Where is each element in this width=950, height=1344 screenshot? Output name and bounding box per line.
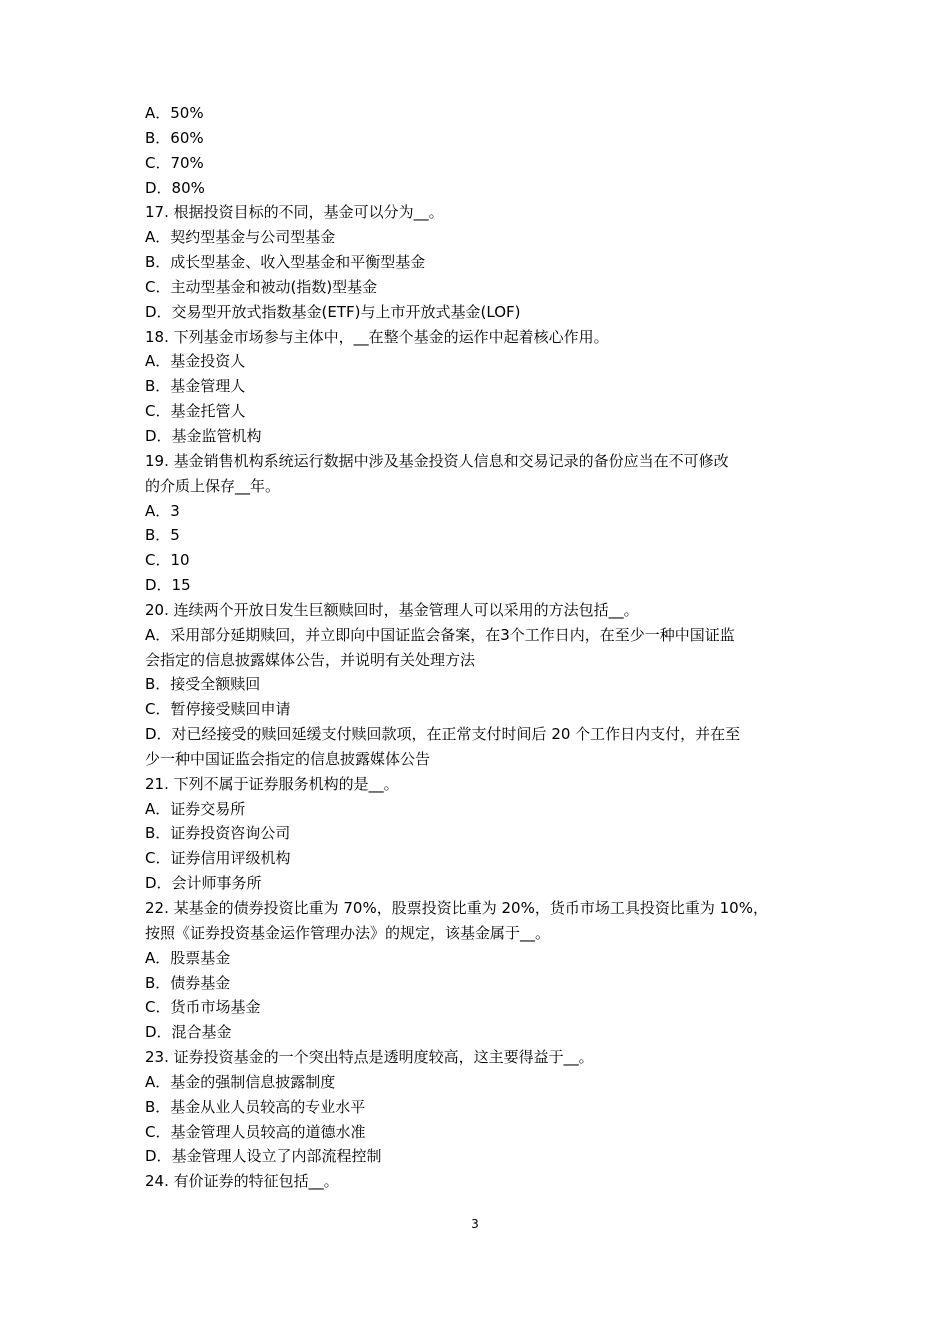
option-line: D．基金监管机构 [145,426,262,445]
question-22: 22. 某基金的债券投资比重为 70%，股票投资比重为 20%，货币市场工具投资比重为 10%， [145,899,768,917]
option-line: A．采用部分延期赎回，并立即向中国证监会备案，在3个工作日内，在至少一种中国证监 [145,625,735,644]
option-line: D．15 [145,576,191,595]
option-line: A．3 [145,501,180,520]
question-21: 21. 下列不属于证券服务机构的是__。 [145,774,399,793]
question-19-continued: 的介质上保存__年。 [145,476,281,495]
option-line: D．会计师事务所 [145,874,262,893]
option-line: A．50% [145,104,204,122]
option-line: B．5 [145,526,180,545]
question-18: 18. 下列基金市场参与主体中，__在整个基金的运作中起着核心作用。 [145,327,609,346]
option-line: A．基金的强制信息披露制度 [145,1072,336,1091]
option-line-continued: 会指定的信息披露媒体公告，并说明有关处理方法 [145,650,476,669]
option-line-continued: 少一种中国证监会指定的信息披露媒体公告 [145,749,431,768]
question-24: 24. 有价证券的特征包括__。 [145,1172,339,1191]
option-line: B．接受全额赎回 [145,675,261,694]
option-line: A．契约型基金与公司型基金 [145,228,336,247]
option-line: A．股票基金 [145,948,231,967]
option-line: C．主动型基金和被动(指数)型基金 [145,277,378,296]
option-line: C．10 [145,551,190,570]
option-line: D．80% [145,178,205,197]
option-line: B．成长型基金、收入型基金和平衡型基金 [145,253,426,272]
option-line: D．基金管理人设立了内部流程控制 [145,1147,382,1166]
option-line: B．基金管理人 [145,377,246,396]
option-line: C．基金管理人员较高的道德水准 [145,1122,366,1141]
option-line: C．货币市场基金 [145,998,261,1017]
question-22-continued: 按照《证券投资基金运作管理办法》的规定，该基金属于__。 [145,923,551,942]
option-line: B．债券基金 [145,973,231,992]
document-body [145,101,815,1194]
page-number: 3 [471,1217,479,1231]
option-line: A．证券交易所 [145,799,246,818]
option-line: D．混合基金 [145,1023,232,1042]
question-17: 17. 根据投资目标的不同，基金可以分为__。 [145,203,444,222]
option-line: A．基金投资人 [145,352,246,371]
option-line: D．对已经接受的赎回延缓支付赎回款项，在正常支付时间后 20 个工作日内支付，并在至 [145,725,741,744]
option-line: C．暂停接受赎回申请 [145,700,291,719]
option-line: C．基金托管人 [145,402,246,421]
option-line: B．60% [145,128,204,147]
option-line: D．交易型开放式指数基金(ETF)与上市开放式基金(LOF) [145,302,521,321]
option-line: C．证券信用评级机构 [145,849,291,868]
option-line: C．70% [145,153,204,172]
question-23: 23. 证券投资基金的一个突出特点是透明度较高，这主要得益于__。 [145,1048,594,1067]
question-19: 19. 基金销售机构系统运行数据中涉及基金投资人信息和交易记录的备份应当在不可修改 [145,451,729,470]
option-line: B．证券投资咨询公司 [145,824,291,843]
option-line: B．基金从业人员较高的专业水平 [145,1097,366,1116]
question-20: 20. 连续两个开放日发生巨额赎回时，基金管理人可以采用的方法包括__。 [145,600,639,619]
